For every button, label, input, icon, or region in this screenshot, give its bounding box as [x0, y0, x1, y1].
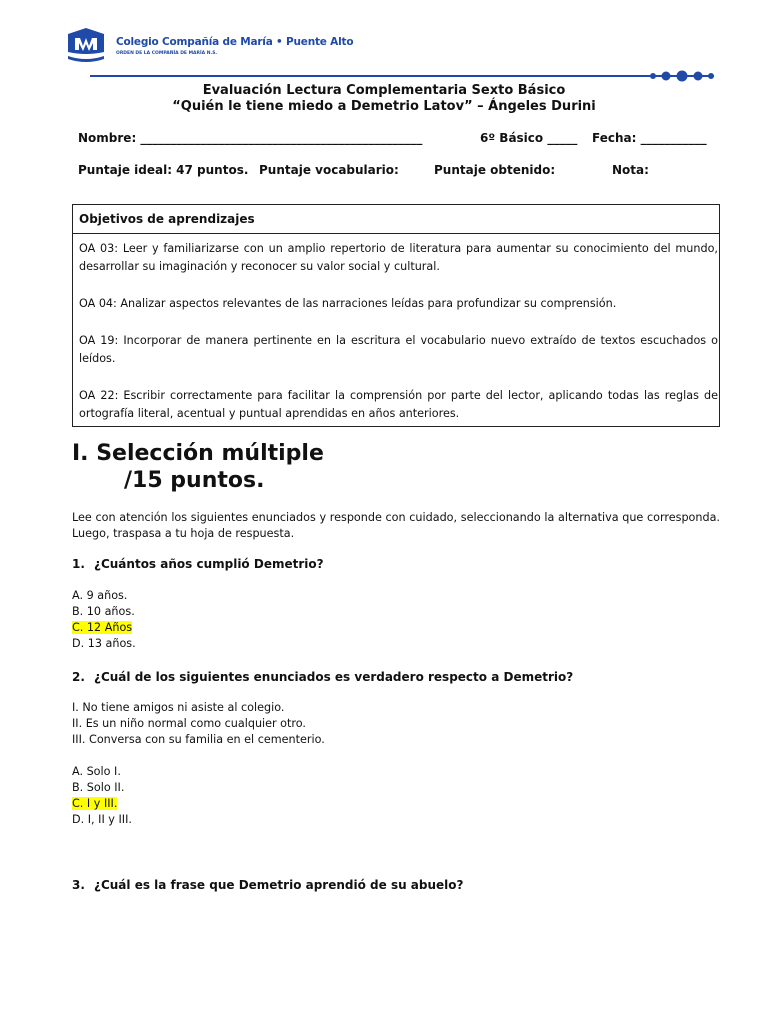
exam-subtitle: “Quién le tiene miedo a Demetrio Latov” – Ángeles Durini — [172, 99, 596, 114]
puntaje-vocabulario: Puntaje vocabulario: — [259, 163, 399, 177]
option-2b: B. Solo II. — [72, 781, 125, 794]
question-number: 3. — [72, 878, 85, 892]
objective-oa04: OA 04: Analizar aspectos relevantes de las narraciones leídas para profundizar su comprensión. — [79, 297, 617, 310]
option-2a: A. Solo I. — [72, 765, 121, 778]
nota-field: Nota: — [612, 163, 649, 177]
statement-2-iii: III. Conversa con su familia en el cementerio. — [72, 733, 325, 746]
objectives-heading: Objetivos de aprendizajes — [73, 205, 719, 234]
school-order-text: ORDEN DE LA COMPAÑÍA DE MARÍA N.S. — [116, 51, 218, 56]
question-text: ¿Cuál es la frase que Demetrio aprendió de su abuelo? — [94, 878, 464, 892]
question-2 — [72, 670, 573, 684]
exam-title: Evaluación Lectura Complementaria Sexto Básico — [202, 83, 566, 98]
option-1c-highlighted: C. 12 Años — [72, 621, 133, 634]
option-1a: A. 9 años. — [72, 589, 128, 602]
puntaje-ideal: Puntaje ideal: 47 puntos. — [78, 163, 249, 177]
question-text: ¿Cuál de los siguientes enunciados es verdadero respecto a Demetrio? — [94, 670, 574, 684]
question-3 — [72, 878, 464, 892]
question-text: ¿Cuántos años cumplió Demetrio? — [94, 557, 324, 571]
option-1d: D. 13 años. — [72, 637, 136, 650]
school-header — [66, 26, 716, 82]
nombre-field: Nombre: _______________________________________________ — [78, 131, 423, 145]
section-instructions: Lee con atención los siguientes enunciados y responde con cuidado, seleccionando la alternativa que corresponda. Luego, traspasa a tu hoja de respuesta. — [72, 511, 720, 540]
option-2c-highlighted: C. I y III. — [72, 797, 118, 810]
option-1b: B. 10 años. — [72, 605, 135, 618]
objectives-table — [72, 204, 720, 427]
curso-field: 6º Básico _____ — [480, 131, 578, 145]
header-rule — [90, 75, 714, 77]
school-name: Colegio Compañía de María • Puente Alto — [116, 36, 354, 48]
statement-2-i: I. No tiene amigos ni asiste al colegio. — [72, 701, 285, 714]
question-number: 1. — [72, 557, 85, 571]
question-1 — [72, 557, 324, 571]
question-number: 2. — [72, 670, 85, 684]
option-2d: D. I, II y III. — [72, 813, 132, 826]
objective-oa19: OA 19: Incorporar de manera pertinente en la escritura el vocabulario nuevo extraído de textos escuchados o leídos. — [79, 334, 718, 365]
header-dots-icon — [648, 70, 718, 82]
section-points: /15 puntos. — [124, 468, 265, 493]
objective-oa22: OA 22: Escribir correctamente para facilitar la comprensión por parte del lector, aplicando todas las reglas de ortografía literal, acentual y puntual aprendidas en años anteriores. — [79, 389, 718, 420]
section-title-text: I. Selección múltiple — [72, 441, 324, 466]
objective-oa03: OA 03: Leer y familiarizarse con un amplio repertorio de literatura para aumentar su conocimiento del mundo, desarrollar su imaginación y reconocer su valor social y cultural. — [79, 242, 718, 273]
section-title — [72, 440, 324, 494]
statement-2-ii: II. Es un niño normal como cualquier otro. — [72, 717, 306, 730]
puntaje-obtenido: Puntaje obtenido: — [434, 163, 556, 177]
school-crest-icon — [66, 26, 106, 66]
fecha-field: Fecha: ___________ — [592, 131, 707, 145]
